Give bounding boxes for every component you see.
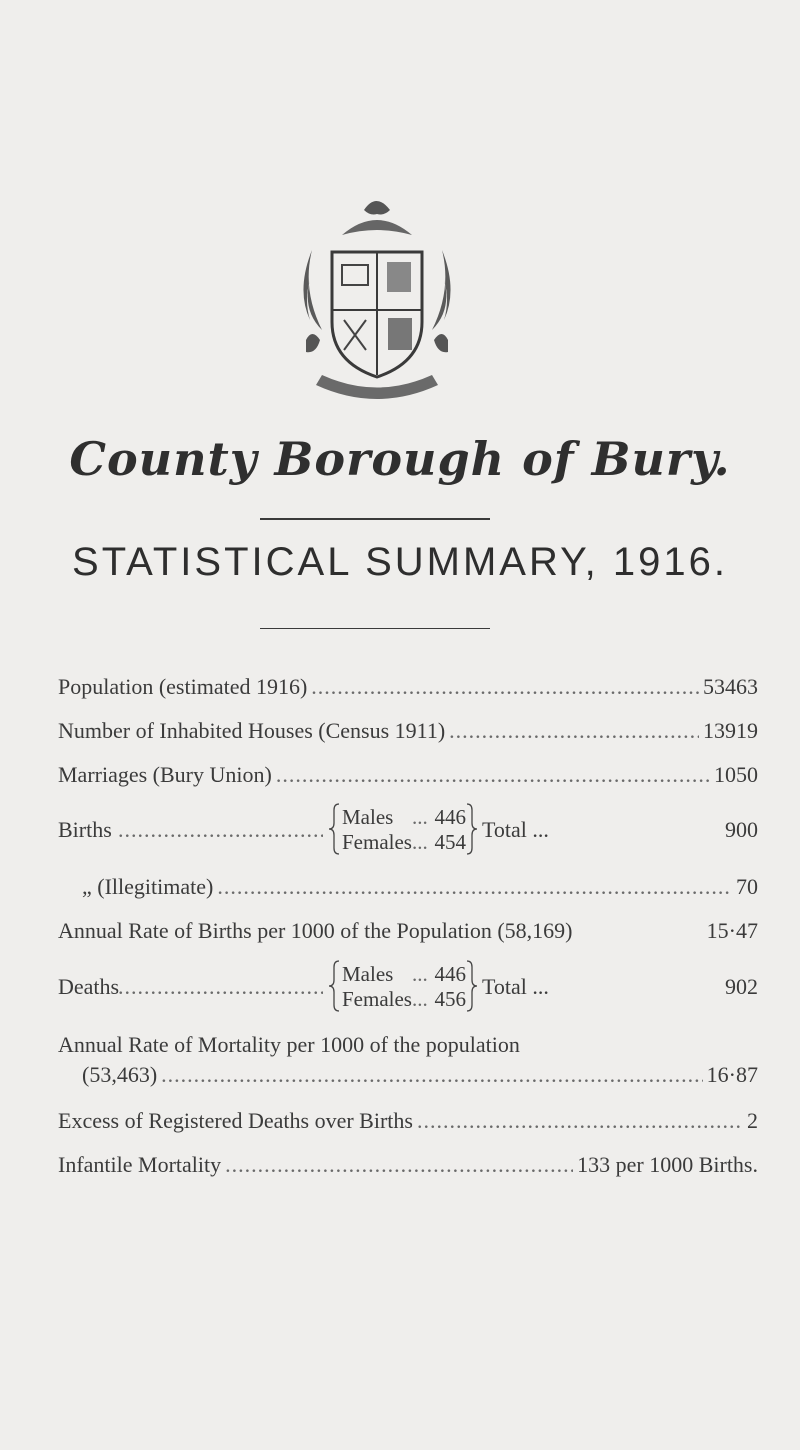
left-brace-icon bbox=[328, 960, 340, 1012]
marriages-label: Marriages (Bury Union) bbox=[58, 762, 272, 787]
illegitimate-value: 70 bbox=[736, 874, 758, 899]
mortality-rate-population: (53,463) bbox=[82, 1062, 158, 1087]
right-brace-icon bbox=[466, 803, 478, 855]
infant-mortality-value: 133 per 1000 Births. bbox=[577, 1152, 758, 1177]
mortality-rate-value: 16·87 bbox=[706, 1062, 758, 1087]
mortality-rate-label: Annual Rate of Mortality per 1000 of the population bbox=[58, 1032, 520, 1057]
excess-deaths-label: Excess of Registered Deaths over Births bbox=[58, 1108, 413, 1133]
births-total-value: 900 bbox=[725, 817, 758, 842]
birth-rate-label: Annual Rate of Births per 1000 of the Population (58,169) bbox=[58, 918, 573, 943]
houses-row bbox=[58, 718, 758, 744]
summary-divider bbox=[260, 628, 490, 629]
dot-leader bbox=[118, 817, 323, 843]
dot-leader bbox=[161, 1062, 703, 1088]
excess-deaths-value: 2 bbox=[747, 1108, 758, 1133]
dot-leader bbox=[449, 718, 699, 744]
illegitimate-label: „ (Illegitimate) bbox=[82, 874, 214, 899]
summary-title: STATISTICAL SUMMARY, 1916. bbox=[72, 540, 728, 584]
right-brace-icon bbox=[466, 960, 478, 1012]
left-brace-icon bbox=[328, 803, 340, 855]
excess-deaths-row bbox=[58, 1108, 758, 1134]
houses-label: Number of Inhabited Houses (Census 1911) bbox=[58, 718, 446, 743]
birth-rate-row bbox=[58, 918, 758, 944]
dot-leader bbox=[417, 1108, 743, 1134]
illegitimate-row bbox=[82, 874, 758, 900]
borough-title: County Borough of Bury. bbox=[69, 432, 731, 486]
dot-leader bbox=[118, 974, 323, 1000]
deaths-label: Deaths bbox=[58, 974, 120, 999]
infant-mortality-label: Infantile Mortality bbox=[58, 1152, 222, 1177]
marriages-value: 1050 bbox=[714, 762, 758, 787]
title-divider bbox=[260, 518, 490, 520]
dot-leader bbox=[217, 874, 732, 900]
deaths-total-value: 902 bbox=[725, 974, 758, 999]
dot-leader bbox=[276, 762, 710, 788]
houses-value: 13919 bbox=[703, 718, 758, 743]
population-value: 53463 bbox=[703, 674, 758, 699]
deaths-row: Deaths ..... Males ..... 446 Females ..... 456 Total ... 902 bbox=[58, 960, 758, 1016]
birth-rate-value: 15·47 bbox=[706, 918, 758, 943]
births-total-label: Total ... bbox=[482, 817, 549, 842]
infant-mortality-row bbox=[58, 1152, 758, 1178]
dot-leader bbox=[225, 1152, 573, 1178]
population-label: Population (estimated 1916) bbox=[58, 674, 308, 699]
births-row: Births ..... Males ..... 446 Females ..... 454 Total ... 900 bbox=[58, 803, 758, 859]
births-label: Births bbox=[58, 817, 112, 842]
deaths-total-label: Total ... bbox=[482, 974, 549, 999]
mortality-rate-row bbox=[82, 1062, 758, 1088]
coat-of-arms-icon bbox=[292, 190, 462, 400]
marriages-row bbox=[58, 762, 758, 788]
population-row bbox=[58, 674, 758, 700]
dot-leader bbox=[311, 674, 699, 700]
mortality-rate-heading bbox=[58, 1032, 758, 1058]
